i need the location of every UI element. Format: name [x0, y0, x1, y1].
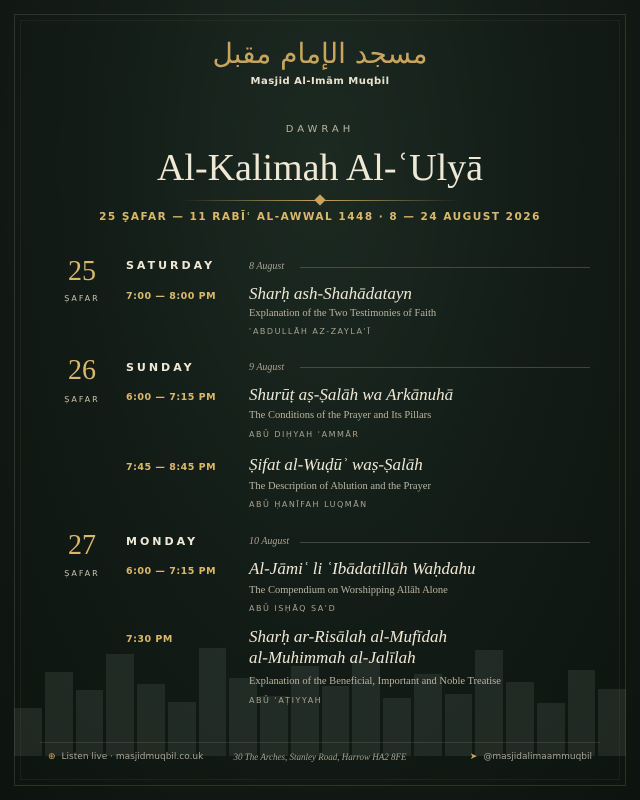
social-handle-text: @masjidalimaammuqbil: [483, 752, 592, 762]
gregorian-date: 8 August: [249, 261, 285, 272]
lesson-time: 7:00 — 8:00 PM: [126, 291, 217, 302]
lesson-time: 7:45 — 8:45 PM: [126, 462, 217, 473]
footer-rule: [40, 742, 600, 743]
lesson-time: 7:30 PM: [126, 634, 173, 645]
lesson-time: 6:00 — 7:15 PM: [126, 566, 217, 577]
lesson-speaker: ABŪ ʿAṬIYYAH: [249, 696, 323, 705]
logo-name: Masjid Al-Imām Muqbil: [250, 76, 390, 87]
lesson-description: Explanation of the Two Testimonies of Faith: [249, 308, 437, 319]
day-number: 27: [68, 530, 96, 561]
lesson-title: Sharḥ ar-Risālah al-Mufīdah: [249, 627, 447, 646]
event-kicker: DAWRAH: [285, 124, 355, 135]
day-hijri-month: ṢAFAR: [64, 294, 100, 303]
day-hijri-month: ṢAFAR: [64, 395, 100, 404]
lesson-description: The Compendium on Worshipping Allāh Alone: [249, 585, 448, 596]
day-number: 26: [68, 355, 96, 386]
social-handle-link[interactable]: [470, 752, 592, 762]
event-dates: 25 ṢAFAR — 11 RABĪʿ AL-AWWAL 1448 · 8 — 24 AUGUST 2026: [99, 211, 541, 223]
day-rule: [300, 367, 590, 368]
logo-arabic-calligraphy: مسجد الإمام مقبل: [212, 37, 428, 70]
lesson-description: The Description of Ablution and the Prayer: [249, 481, 431, 492]
day-name: MONDAY: [126, 535, 199, 548]
telegram-icon: ➤: [469, 752, 478, 762]
lesson-title: Al-Jāmiʿ li ʿIbādatillāh Waḥdahu: [249, 559, 476, 578]
address: 30 The Arches, Stanley Road, Harrow HA2 8FE: [233, 752, 407, 762]
day-hijri-month: ṢAFAR: [64, 569, 100, 578]
event-title: Al-Kalimah Al-ʿUlyā: [156, 147, 484, 189]
lesson-speaker: ʿABDULLĀH AZ-ZAYLAʿĪ: [249, 327, 372, 336]
lesson-description: The Conditions of the Prayer and Its Pillars: [249, 410, 432, 421]
globe-icon: ⊕: [48, 752, 56, 762]
day-name: SATURDAY: [126, 259, 216, 272]
day-rule: [300, 542, 590, 543]
day-number: 25: [68, 256, 96, 287]
lesson-title: Sharḥ ash-Shahādatayn: [249, 284, 412, 303]
gregorian-date: 9 August: [249, 362, 285, 373]
gregorian-date: 10 August: [249, 536, 290, 547]
masjid-logo: [0, 34, 640, 87]
lesson-speaker: ABŪ ISḤĀQ SAʿD: [249, 604, 337, 613]
lesson-time: 6:00 — 7:15 PM: [126, 392, 217, 403]
lesson-title: Ṣifat al-Wuḍūʾ waṣ-Ṣalāh: [249, 455, 423, 474]
lesson-title: Shurūṭ aṣ-Ṣalāh wa Arkānuhā: [249, 385, 454, 404]
lesson-description: Explanation of the Beneficial, Important and Noble Treatise: [249, 676, 501, 687]
lesson-title-line-2: al-Muhimmah al-Jalīlah: [249, 648, 416, 667]
listen-live-text: Listen live · masjidmuqbil.co.uk: [61, 752, 204, 762]
day-name: SUNDAY: [126, 361, 195, 374]
lesson-speaker: ABŪ ḤANĪFAH LUQMĀN: [249, 500, 368, 509]
footer: [40, 752, 600, 768]
lesson-speaker: ABŪ DIḤYAH ʿAMMĀR: [249, 430, 360, 439]
day-rule: [300, 267, 590, 268]
diamond-ornament-icon: [314, 194, 325, 205]
